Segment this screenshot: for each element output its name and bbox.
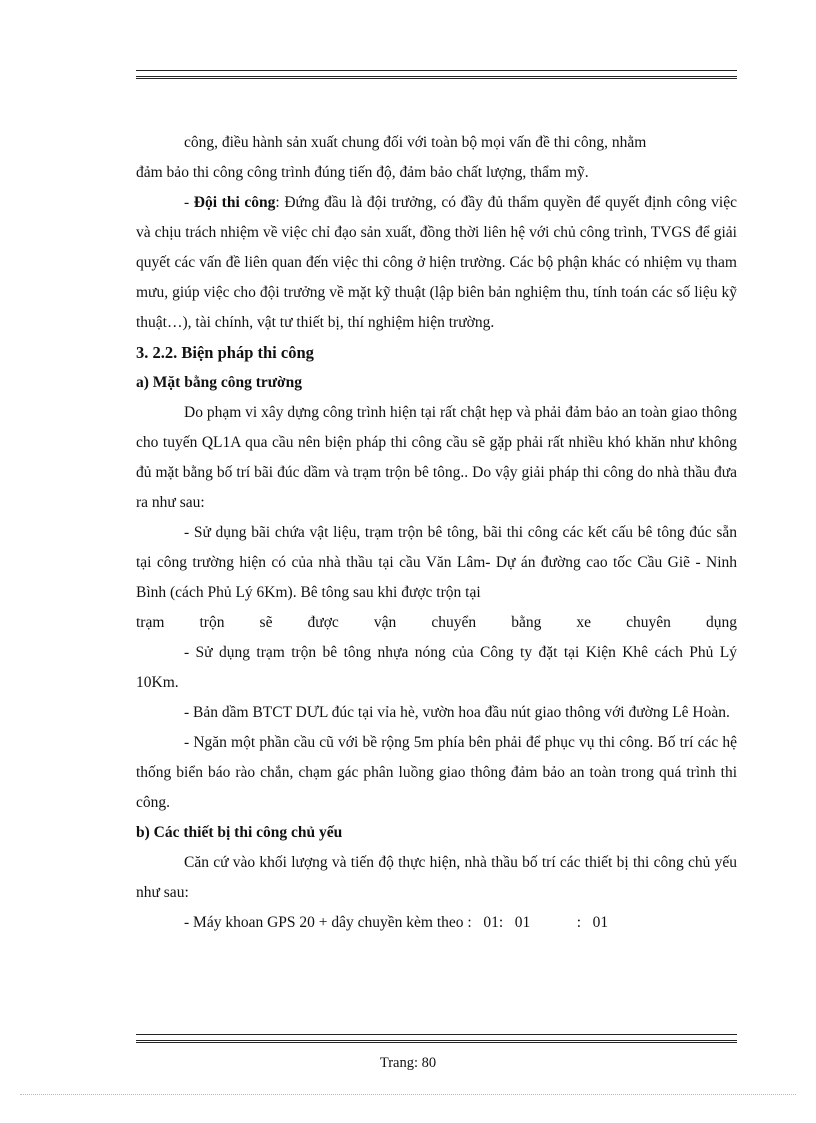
subheading-b: b) Các thiết bị thi công chủ yếu [136,824,343,841]
paragraph-bai-chua: - Sử dụng bãi chứa vật liệu, trạm trộn bê tông, bãi thi công các kết cấu bê tông đúc sẵn tại công trường hiện có của nhà thầu tại cầu Văn Lâm- Dự án đường cao tốc Cầu Giẽ - Ninh Bình (cách Phủ Lý 6Km). Bê tông sau khi được trộn tại [136,524,737,601]
paragraph-1-line-2: đảm bảo thi công công trình đúng tiến độ, đảm bảo chất lượng, thẩm mỹ. [136,164,589,181]
paragraph-be-tong-nhua: - Sử dụng trạm trộn bê tông nhựa nóng của Công ty đặt tại Kiện Khê cách Phủ Lý 10Km. [136,644,737,691]
paragraph-can-cu: Căn cứ vào khối lượng và tiến độ thực hiện, nhà thầu bố trí các thiết bị thi công chủ yếu như sau: [136,854,737,901]
paragraph-ban-dam: - Bản dầm BTCT DƯL đúc tại vỉa hè, vườn hoa đầu nút giao thông với đường Lê Hoàn. [184,704,730,721]
page-number: Trang: 80 [379,1055,437,1071]
footer-rule [136,1034,737,1043]
bullet-dash: - [184,194,194,211]
paragraph-ngan-cau: - Ngăn một phần cầu cũ với bề rộng 5m phía bên phải để phục vụ thi công. Bố trí các hệ thống biển báo rào chắn, chạm gác phân luồng giao thông đảm bảo an toàn trong quá trình thi công. [136,734,737,811]
bold-term: Đội thi công [193,194,276,211]
paragraph-pham-vi: Do phạm vi xây dựng công trình hiện tại rất chật hẹp và phải đảm bảo an toàn giao thông cho tuyến QL1A qua cầu nên biện pháp thi công cầu sẽ gặp phải rất nhiều khó khăn như không đủ mặt bằng bố trí bãi đúc dầm và trạm trộn bê tông.. Do vậy giải pháp thi công do nhà thầu đưa ra như sau: [136,404,737,511]
paragraph-1-line-1: công, điều hành sản xuất chung đối với toàn bộ mọi vấn đề thi công, nhằm [184,134,647,151]
equipment-item: - Máy khoan GPS 20 + dây chuyền kèm theo : 01: 01 : 01 [184,914,609,931]
paragraph-text: : Đứng đầu là đội trưởng, có đầy đủ thẩm quyền để quyết định công việc và chịu trách nhiệm về việc chỉ đạo sản xuất, đồng thời liên hệ với chủ công trình, TVGS để giải quyết các vấn đề liên quan đến việc thi công ở hiện trường. Các bộ phận khác có nhiệm vụ tham mưu, giúp việc cho đội trưởng về mặt kỹ thuật (lập biên bản nghiệm thu, tính toán các số liệu kỹ thuật…), tài chính, vật tư thiết bị, thí nghiệm hiện trường. [136,194,737,331]
section-heading-3-2-2: 3. 2.2. Biện pháp thi công [136,343,314,362]
header-rule [136,70,737,79]
document-body [136,128,737,938]
paragraph-doi-thi-cong [136,188,737,338]
subheading-a: a) Mặt bằng công trường [136,374,302,391]
page-bottom-border [20,1094,796,1095]
paragraph-tram-tron-line: trạm trộn sẽ được vận chuyển bằng xe chuyên dụng [136,614,737,631]
